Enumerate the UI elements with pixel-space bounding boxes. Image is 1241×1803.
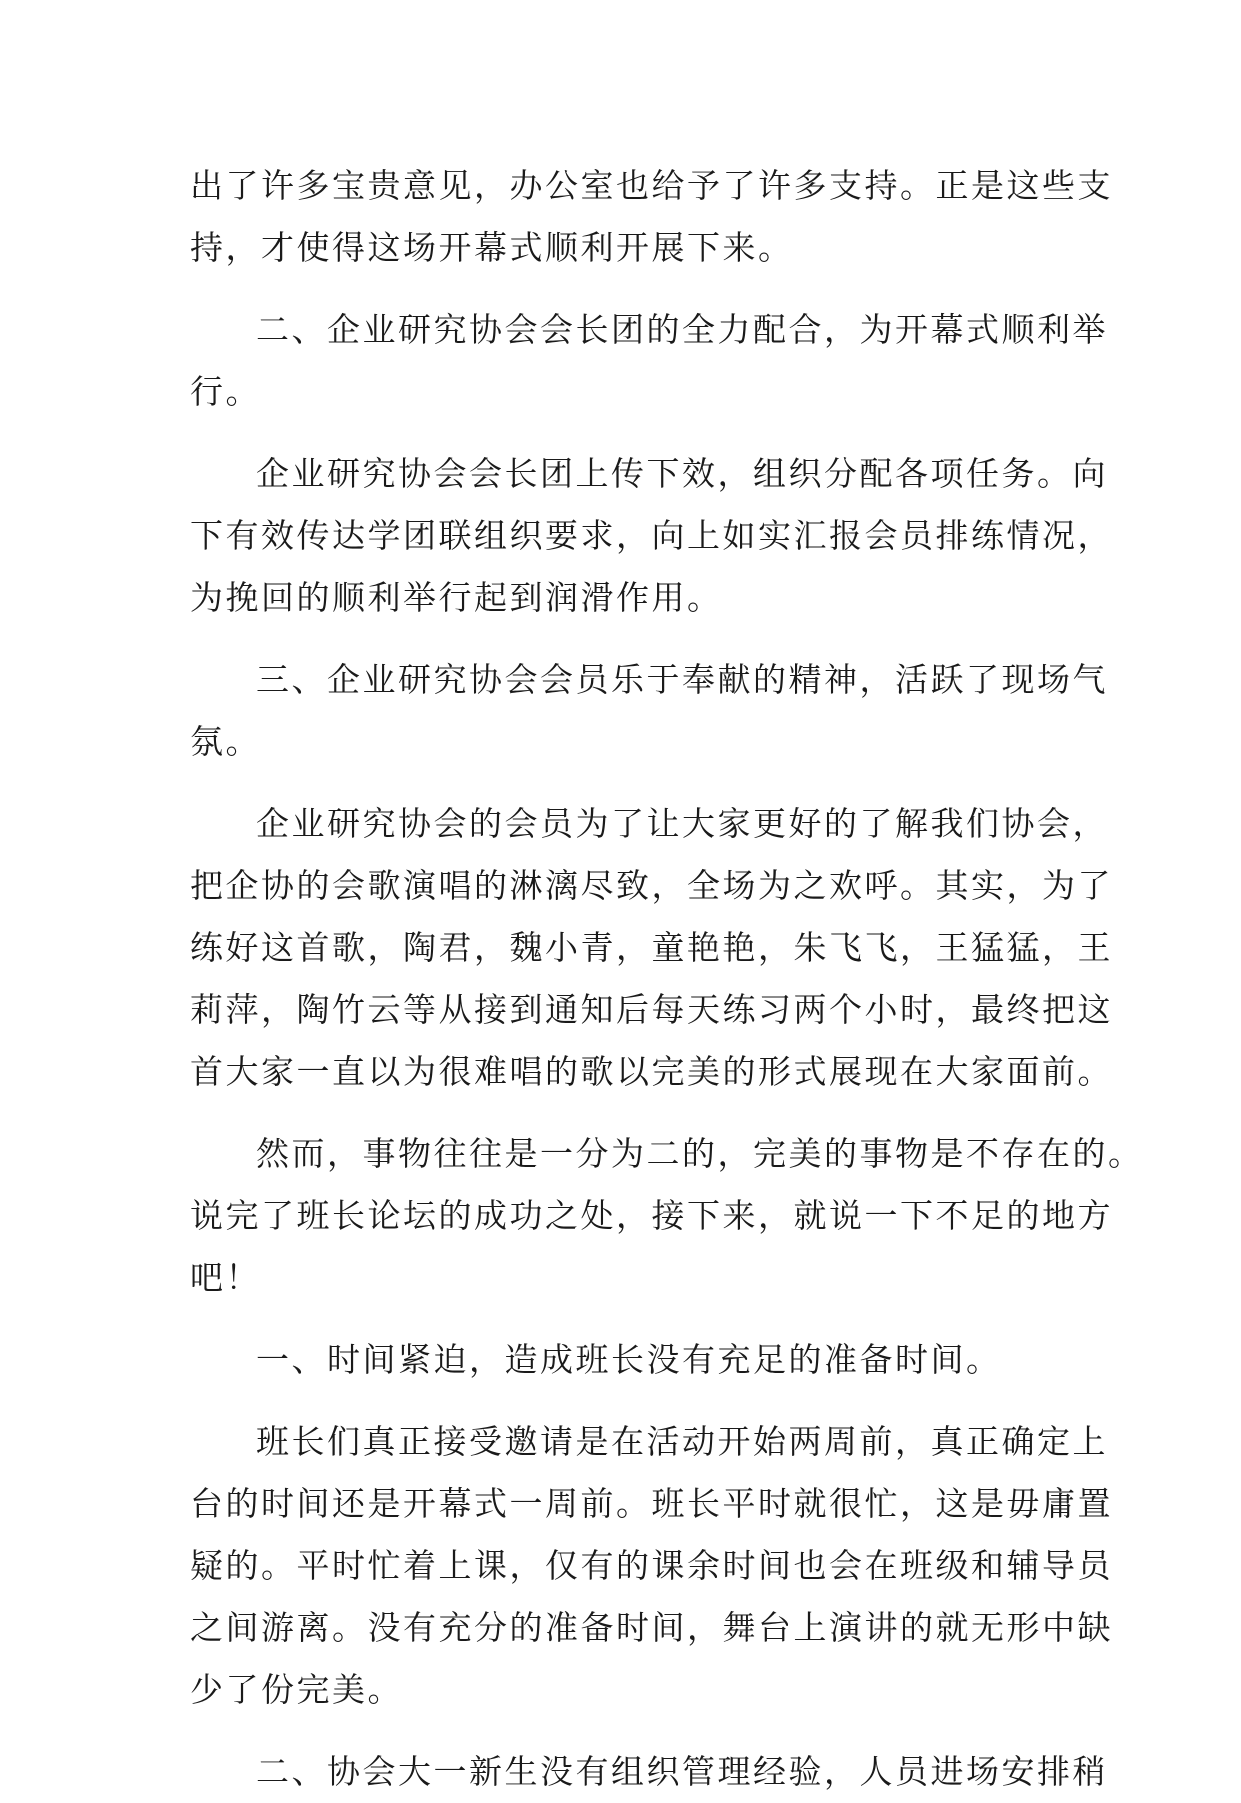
- section-heading: 二、企业研究协会会长团的全力配合，为开幕式顺利举: [256, 310, 1108, 349]
- section-heading: 一、时间紧迫，造成班长没有充足的准备时间。: [256, 1340, 1002, 1379]
- text-line: 台的时间还是开幕式一周前。班长平时就很忙，这是毋庸置: [190, 1484, 1113, 1523]
- text-line: 把企协的会歌演唱的淋漓尽致，全场为之欢呼。其实，为了: [190, 866, 1113, 905]
- text-line: 下有效传达学团联组织要求，向上如实汇报会员排练情况，: [190, 516, 1113, 555]
- text-line: 为挽回的顺利举行起到润滑作用。: [190, 578, 723, 617]
- text-line: 少了份完美。: [190, 1670, 403, 1709]
- text-line: 持，才使得这场开幕式顺利开展下来。: [190, 228, 794, 267]
- text-line: 练好这首歌，陶君，魏小青，童艳艳，朱飞飞，王猛猛，王: [190, 928, 1113, 967]
- text-line: 疑的。平时忙着上课，仅有的课余时间也会在班级和辅导员: [190, 1546, 1113, 1585]
- text-line: 出了许多宝贵意见，办公室也给予了许多支持。正是这些支: [190, 166, 1113, 205]
- document-body: [190, 155, 1144, 1803]
- paragraph-start: 班长们真正接受邀请是在活动开始两周前，真正确定上: [256, 1422, 1108, 1461]
- paragraph-start: 企业研究协会的会员为了让大家更好的了解我们协会，: [256, 804, 1108, 843]
- text-line: 说完了班长论坛的成功之处，接下来，就说一下不足的地方: [190, 1196, 1113, 1235]
- section-heading: 二、协会大一新生没有组织管理经验，人员进场安排稍: [256, 1752, 1108, 1791]
- text-line: 行。: [190, 372, 261, 411]
- paragraph-start: 企业研究协会会长团上传下效，组织分配各项任务。向: [256, 454, 1108, 493]
- text-line: 氛。: [190, 722, 261, 761]
- text-line: 吧！: [190, 1258, 261, 1297]
- text-line: 之间游离。没有充分的准备时间，舞台上演讲的就无形中缺: [190, 1608, 1113, 1647]
- text-line: 莉萍，陶竹云等从接到通知后每天练习两个小时，最终把这: [190, 990, 1113, 1029]
- paragraph-start: 然而，事物往往是一分为二的，完美的事物是不存在的。: [256, 1134, 1144, 1173]
- section-heading: 三、企业研究协会会员乐于奉献的精神，活跃了现场气: [256, 660, 1108, 699]
- text-line: 首大家一直以为很难唱的歌以完美的形式展现在大家面前。: [190, 1052, 1113, 1091]
